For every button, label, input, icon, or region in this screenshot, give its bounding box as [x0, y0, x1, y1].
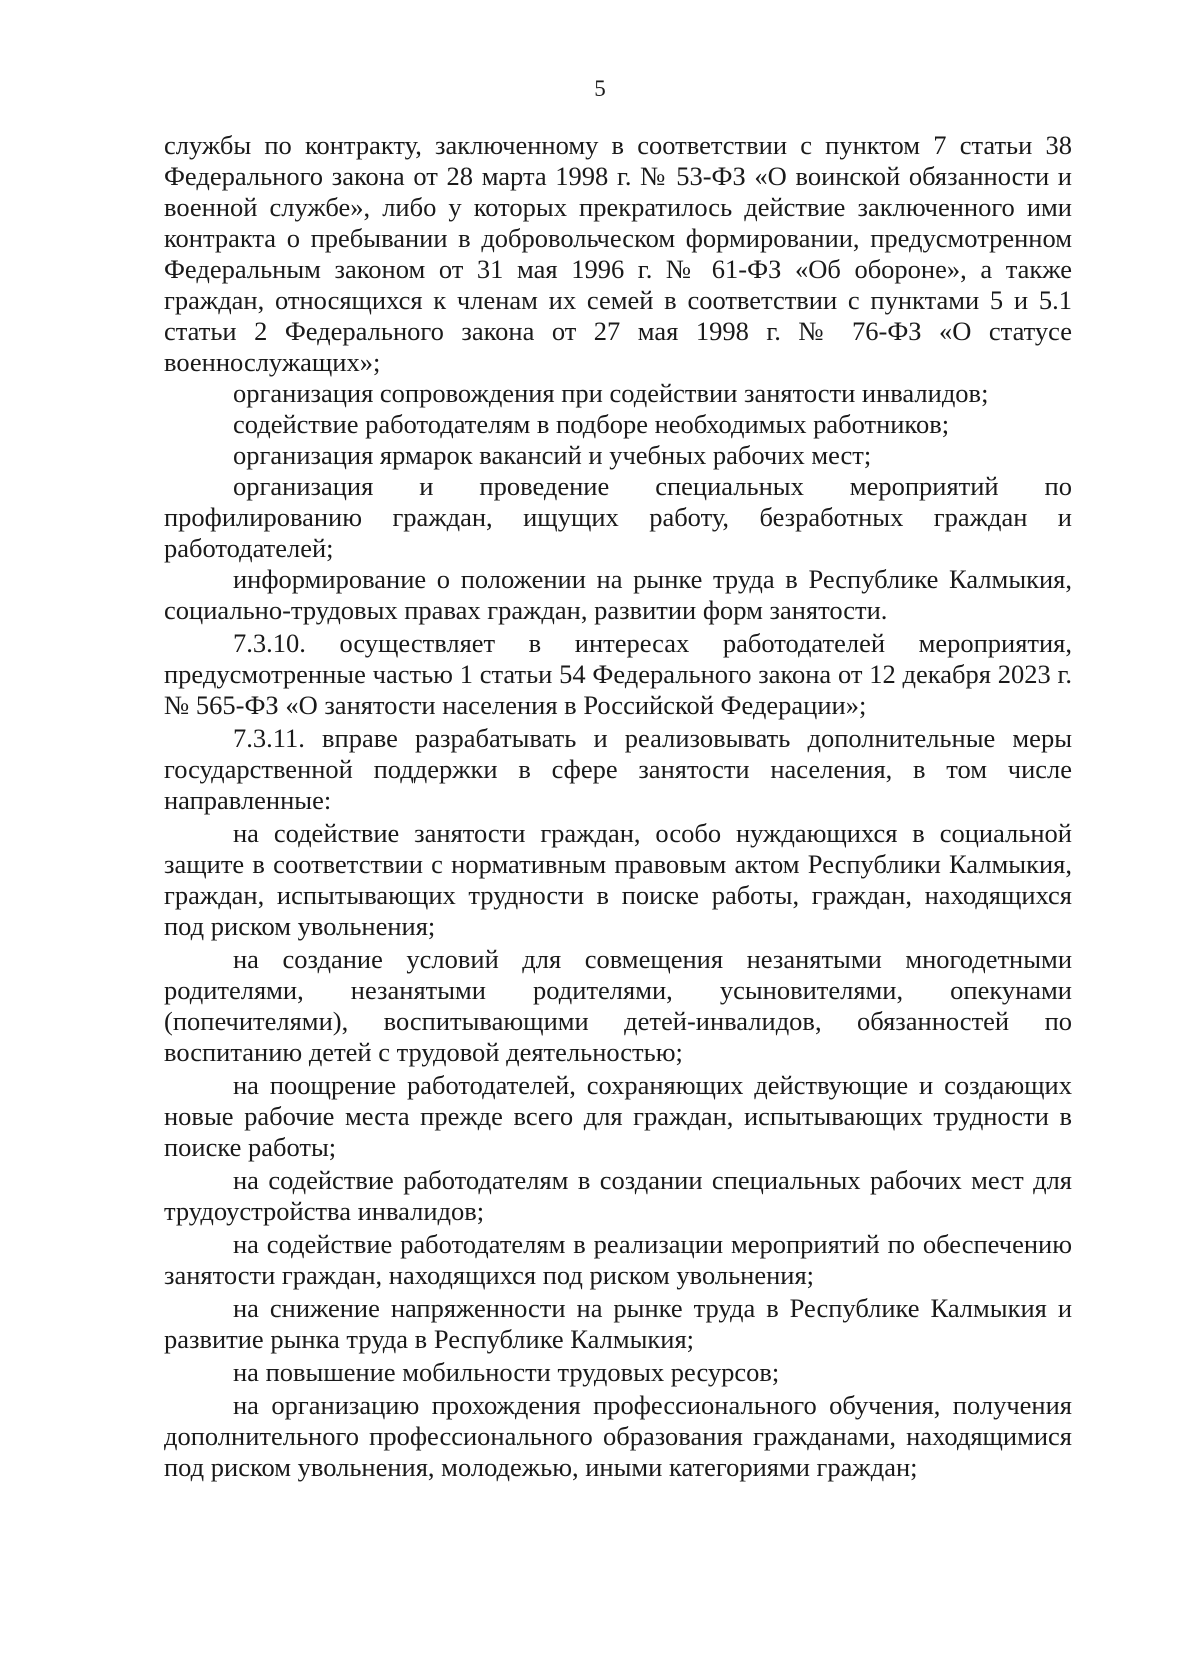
list-item: организация ярмарок вакансий и учебных рабочих мест; — [233, 440, 872, 470]
document-body — [164, 130, 1072, 1483]
list-item: содействие работодателям в подборе необходимых работников; — [233, 409, 950, 439]
list-item: на поощрение работодателей, сохраняющих действующие и создающих новые рабочие места прежде всего для граждан, испытывающих трудности в поиске работы; — [164, 1070, 1072, 1162]
list-item: организация и проведение специальных мероприятий по профилированию граждан, ищущих работу, безработных граждан и работодателей; — [164, 471, 1072, 563]
list-item: на содействие занятости граждан, особо нуждающихся в социальной защите в соответствии с нормативным правовым актом Республики Калмыкия, граждан, испытывающих трудности в поиске работы, граждан, находящихся под риском увольнения; — [164, 818, 1072, 941]
clause-7-3-10: 7.3.10. осуществляет в интересах работодателей мероприятия, предусмотренные частью 1 статьи 54 Федерального закона от 12 декабря 2023 г. № 565-ФЗ «О занятости населения в Российской Федерации»; — [164, 628, 1072, 720]
clause-7-3-11: 7.3.11. вправе разрабатывать и реализовывать дополнительные меры государственной поддержки в сфере занятости населения, в том числе направленные: — [164, 723, 1072, 815]
list-item: на содействие работодателям в создании специальных рабочих мест для трудоустройства инвалидов; — [164, 1165, 1072, 1226]
list-item: на содействие работодателям в реализации мероприятий по обеспечению занятости граждан, находящихся под риском увольнения; — [164, 1229, 1072, 1290]
list-item: на создание условий для совмещения незанятыми многодетными родителями, незанятыми родителями, усыновителями, опекунами (попечителями), воспитывающими детей-инвалидов, обязанностей по воспитанию детей с трудовой деятельностью; — [164, 944, 1072, 1067]
list-item: организация сопровождения при содействии занятости инвалидов; — [233, 378, 989, 408]
list-item: на повышение мобильности трудовых ресурсов; — [233, 1357, 780, 1387]
page-number: 5 — [594, 76, 606, 101]
list-item: на организацию прохождения профессионального обучения, получения дополнительного профессионального образования гражданами, находящимися под риском увольнения, молодежью, иными категориями граждан; — [164, 1390, 1072, 1482]
list-item: на снижение напряженности на рынке труда в Республике Калмыкия и развитие рынка труда в Республике Калмыкия; — [164, 1293, 1072, 1354]
list-item: информирование о положении на рынке труда в Республике Калмыкия, социально-трудовых правах граждан, развитии форм занятости. — [164, 564, 1072, 625]
paragraph-continuation: службы по контракту, заключенному в соответствии с пунктом 7 статьи 38 Федерального закона от 28 марта 1998 г. № 53-ФЗ «О воинской обязанности и военной службе», либо у которых прекратилось действие заключенного ими контракта о пребывании в добровольческом формировании, предусмотренном Федеральным законом от 31 мая 1996 г. № 61-ФЗ «Об обороне», а также граждан, относящихся к членам их семей в соответствии с пунктами 5 и 5.1 статьи 2 Федерального закона от 27 мая 1998 г. № 76-ФЗ «О статусе военнослужащих»; — [164, 130, 1072, 377]
